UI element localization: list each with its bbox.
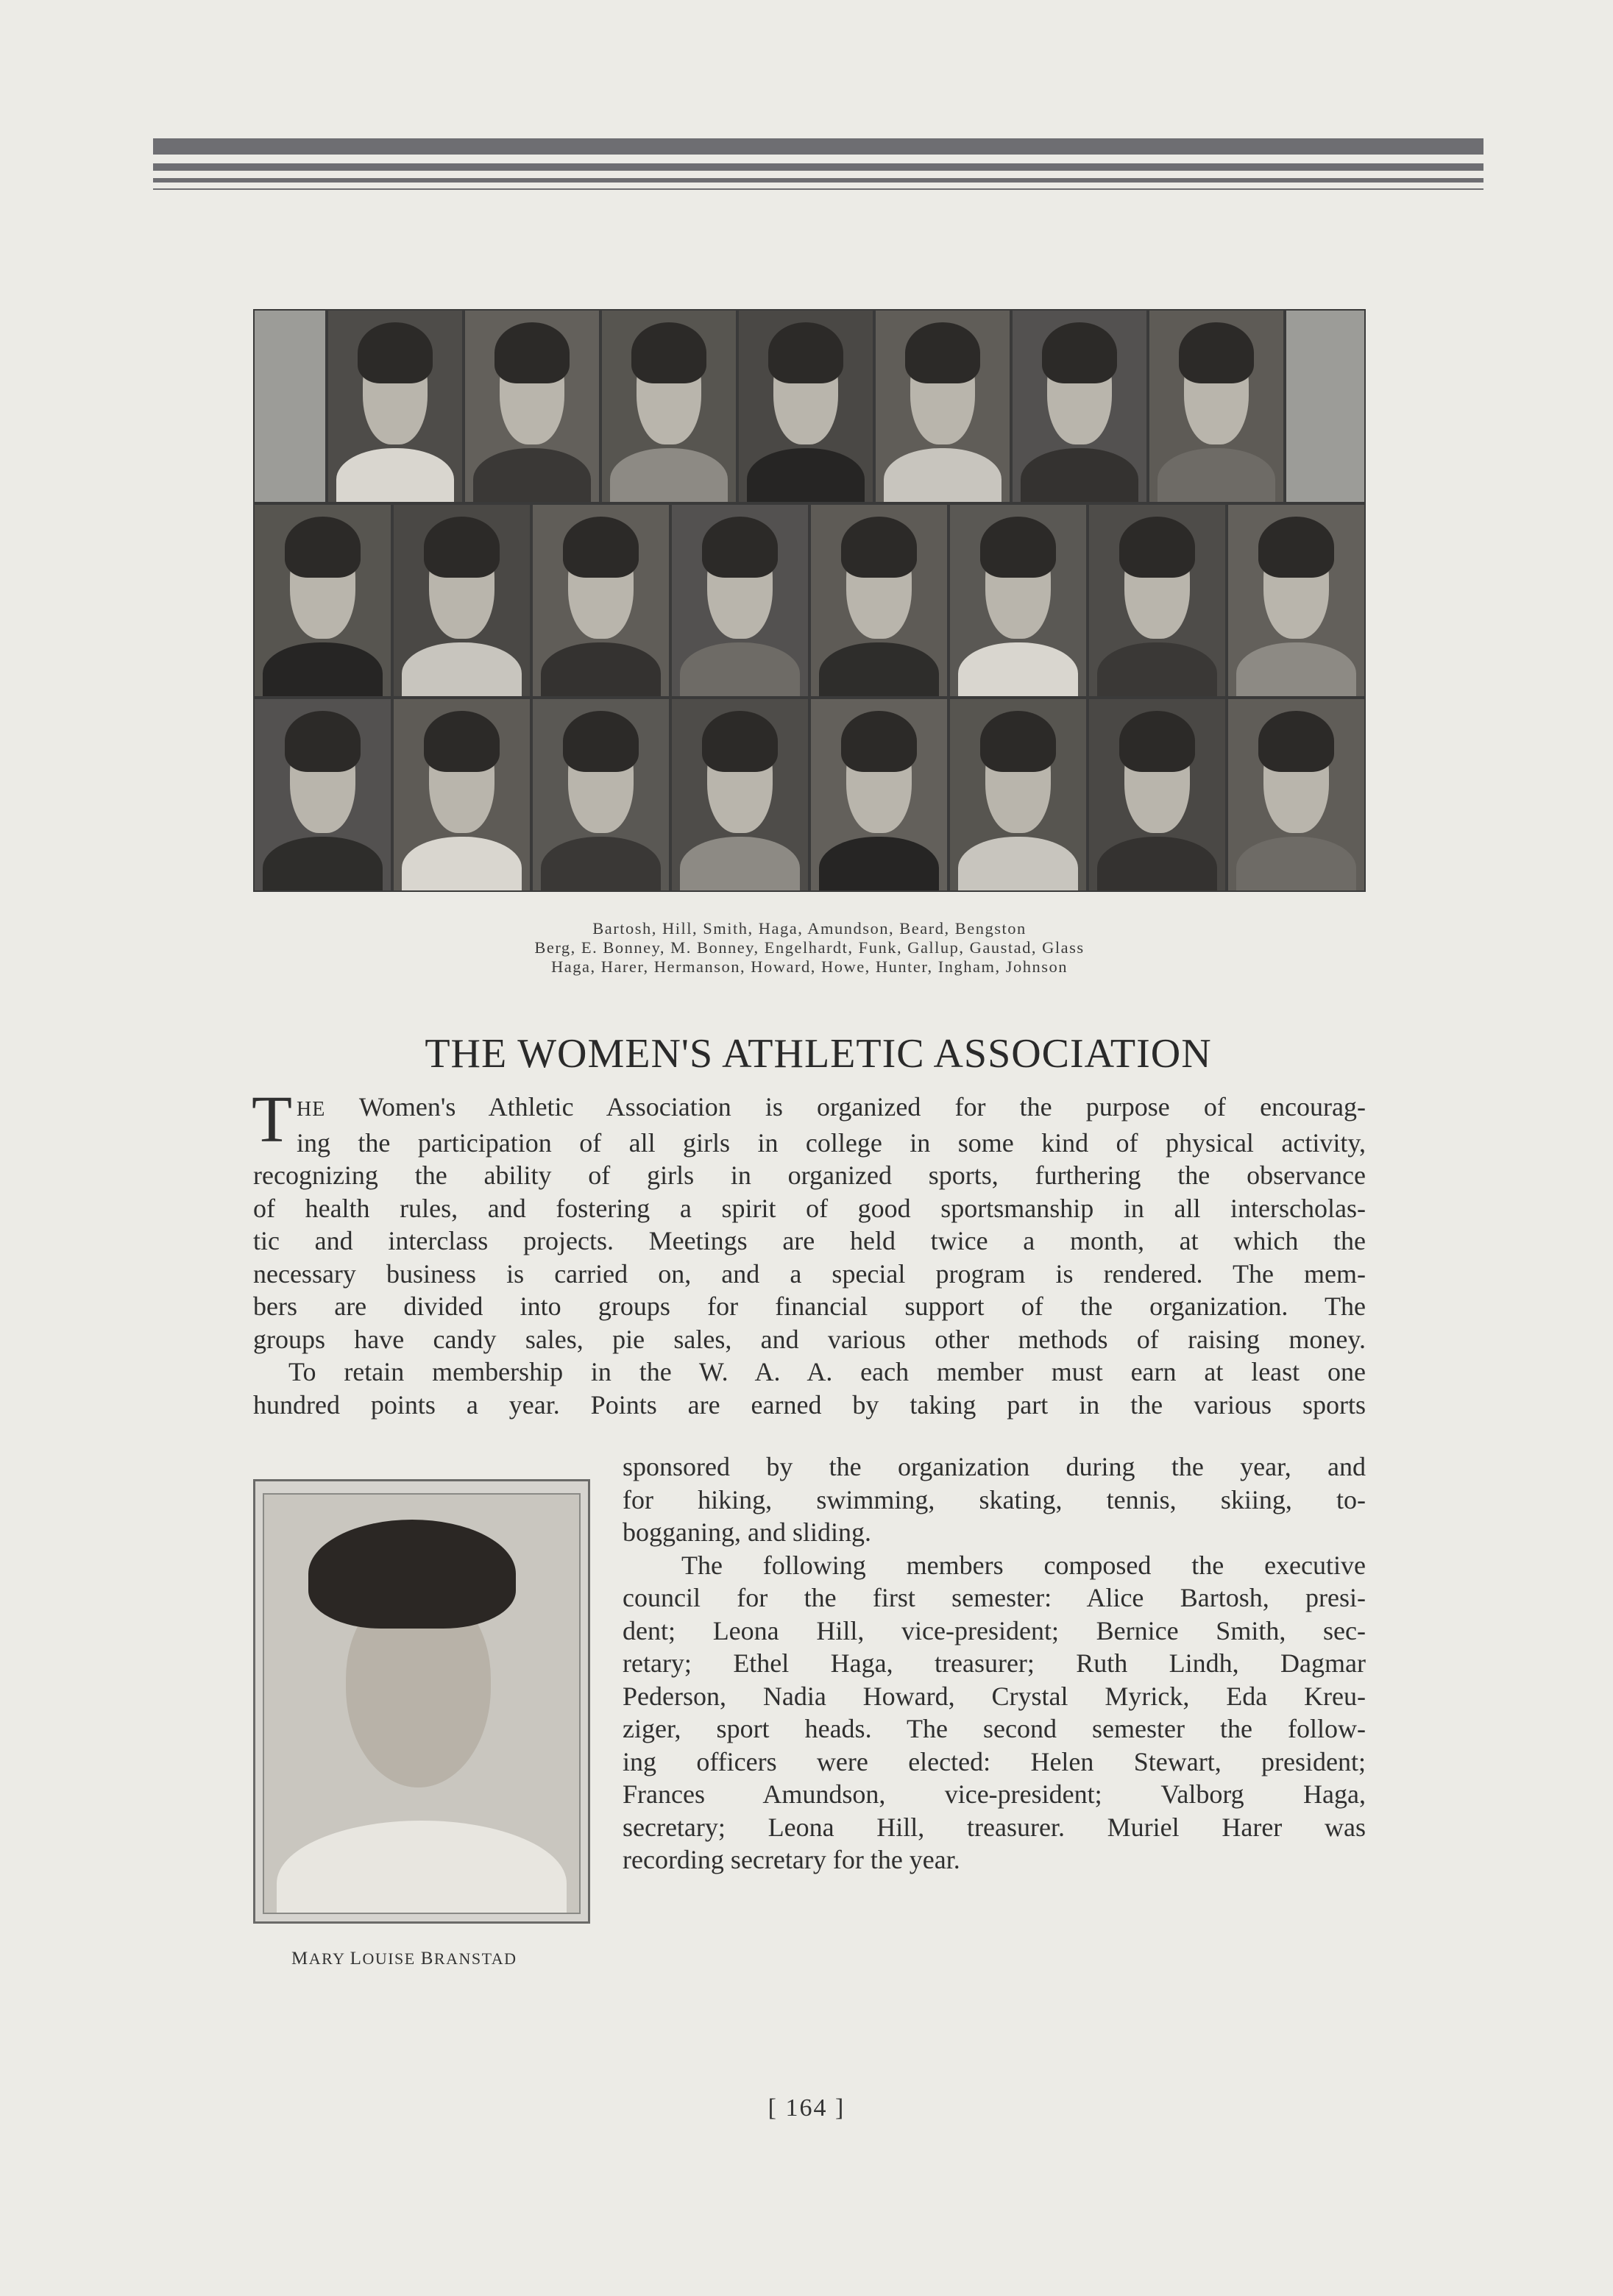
portrait-hair	[702, 517, 779, 578]
portrait-hair	[563, 517, 639, 578]
body-line: ing the participation of all girls in college in some kind of physical activity,	[296, 1127, 1366, 1158]
portrait-clothing	[1097, 642, 1217, 696]
portrait-hair	[1179, 322, 1254, 383]
caption-line: Bartosh, Hill, Smith, Haga, Amundson, Beard, Bengston	[592, 919, 1027, 938]
portrait-hair	[631, 322, 706, 383]
member-portrait	[465, 311, 599, 502]
portrait-hair	[424, 517, 500, 578]
portrait-clothing	[747, 448, 865, 502]
group-photo-grid	[253, 309, 1366, 892]
caption-initial: M	[291, 1949, 309, 1969]
caption-line: Haga, Harer, Hermanson, Howard, Howe, Hunter, Ingham, Johnson	[550, 957, 1068, 976]
photo-filler	[1286, 311, 1364, 502]
member-portrait	[672, 505, 808, 696]
portrait-hair	[905, 322, 980, 383]
body-line: To retain membership in the W. A. A. each member must earn at least one	[288, 1357, 1366, 1386]
portrait-hair	[494, 322, 570, 383]
caption-line: Berg, E. Bonney, M. Bonney, Engelhardt, Funk, Gallup, Gaustad, Glass	[534, 938, 1085, 957]
portrait-hair	[1258, 517, 1335, 578]
portrait-hair	[980, 711, 1057, 772]
member-portrait	[1089, 505, 1225, 696]
photo-row	[253, 309, 1366, 503]
portrait-clothing	[1158, 448, 1275, 502]
portrait-frame	[263, 1493, 581, 1914]
body-line: sponsored by the organization during the year, and	[623, 1452, 1366, 1481]
portrait-clothing	[680, 642, 800, 696]
header-rule-thin	[153, 178, 1483, 183]
small-caps-word: HE	[296, 1098, 326, 1121]
portrait-clothing	[819, 837, 939, 890]
portrait-photo	[253, 1479, 590, 1924]
header-rule-medium	[153, 163, 1483, 171]
caption-initial: L	[350, 1949, 363, 1969]
member-portrait	[1149, 311, 1283, 502]
photo-row	[253, 698, 1366, 892]
portrait-hair	[980, 517, 1057, 578]
page-number: [ 164 ]	[767, 2094, 846, 2122]
portrait-hair	[285, 517, 361, 578]
portrait-shoulders	[277, 1821, 567, 1914]
photo-filler	[255, 311, 325, 502]
portrait-clothing	[541, 837, 661, 890]
body-line: necessary business is carried on, and a special program is rendered. The mem-	[253, 1258, 1366, 1289]
member-portrait	[1089, 699, 1225, 890]
portrait-clothing	[1021, 448, 1138, 502]
page-title: THE WOMEN'S ATHLETIC ASSOCIATION	[425, 1031, 1212, 1077]
photo-caption	[253, 919, 1366, 977]
portrait-hair	[424, 711, 500, 772]
portrait-hair	[1258, 711, 1335, 772]
portrait-hair	[1042, 322, 1117, 383]
body-line: bers are divided into groups for financial support of the organization. The	[253, 1292, 1366, 1321]
body-text-full-width	[252, 1083, 1366, 1421]
portrait-clothing	[263, 837, 383, 890]
portrait-clothing	[819, 642, 939, 696]
header-rule-hairline	[153, 188, 1483, 190]
body-line: retary; Ethel Haga, treasurer; Ruth Lindh, Dagmar	[623, 1648, 1366, 1678]
member-portrait	[1228, 699, 1364, 890]
member-portrait	[950, 505, 1086, 696]
body-line: tic and interclass projects. Meetings are held twice a month, at which the	[253, 1226, 1366, 1255]
portrait-clothing	[541, 642, 661, 696]
member-portrait	[394, 699, 530, 890]
member-portrait	[328, 311, 462, 502]
body-line: for hiking, swimming, skating, tennis, skiing, to-	[623, 1484, 1366, 1514]
portrait-hair	[308, 1520, 516, 1629]
caption-initial: B	[420, 1949, 434, 1969]
portrait-clothing	[884, 448, 1002, 502]
body-line: recording secretary for the year.	[623, 1845, 960, 1874]
caption-small-caps: ARY	[308, 1949, 345, 1968]
portrait-clothing	[610, 448, 728, 502]
member-portrait	[811, 699, 947, 890]
body-line: bogganing, and sliding.	[623, 1517, 871, 1547]
body-line: hundred points a year. Points are earned by taking part in the various sports	[253, 1389, 1366, 1420]
member-portrait	[394, 505, 530, 696]
body-text-narrow-column	[623, 1450, 1366, 1877]
body-line: dent; Leona Hill, vice-president; Bernice Smith, sec-	[623, 1615, 1366, 1645]
portrait-hair	[841, 711, 918, 772]
member-portrait	[1013, 311, 1146, 502]
portrait-clothing	[1097, 837, 1217, 890]
member-portrait	[672, 699, 808, 890]
photo-row	[253, 503, 1366, 698]
member-portrait	[255, 505, 391, 696]
portrait-hair	[563, 711, 639, 772]
portrait-hair	[358, 322, 433, 383]
body-line-text: Women's Athletic Association is organized for the purpose of encourag-	[358, 1092, 1366, 1122]
body-line: ziger, sport heads. The second semester the follow-	[623, 1714, 1366, 1743]
body-line: of health rules, and fostering a spirit of good sportsmanship in all interscholas-	[253, 1193, 1366, 1223]
body-line: The following members composed the executive	[681, 1550, 1366, 1580]
portrait-clothing	[263, 642, 383, 696]
portrait-caption	[291, 1949, 517, 1969]
portrait-clothing	[958, 837, 1078, 890]
drop-cap: T	[252, 1083, 292, 1156]
body-line	[253, 1091, 1366, 1127]
body-line: Frances Amundson, vice-president; Valborg Haga,	[623, 1779, 1366, 1809]
member-portrait	[1228, 505, 1364, 696]
portrait-hair	[768, 322, 843, 383]
caption-small-caps: RANSTAD	[433, 1949, 517, 1968]
portrait-hair	[841, 517, 918, 578]
member-portrait	[876, 311, 1010, 502]
body-line: secretary; Leona Hill, treasurer. Muriel Harer was	[623, 1812, 1366, 1842]
member-portrait	[950, 699, 1086, 890]
member-portrait	[602, 311, 736, 502]
portrait-clothing	[1236, 837, 1356, 890]
portrait-clothing	[402, 642, 522, 696]
portrait-clothing	[336, 448, 454, 502]
portrait-clothing	[958, 642, 1078, 696]
portrait-clothing	[1236, 642, 1356, 696]
portrait-clothing	[402, 837, 522, 890]
portrait-hair	[702, 711, 779, 772]
member-portrait	[255, 699, 391, 890]
portrait-hair	[1119, 711, 1196, 772]
member-portrait	[533, 699, 669, 890]
member-portrait	[811, 505, 947, 696]
header-rule-thick	[153, 138, 1483, 155]
body-line: council for the first semester: Alice Bartosh, presi-	[623, 1583, 1366, 1612]
portrait-hair	[1119, 517, 1196, 578]
portrait-clothing	[680, 837, 800, 890]
portrait-hair	[285, 711, 361, 772]
body-line: groups have candy sales, pie sales, and various other methods of raising money.	[253, 1324, 1366, 1354]
body-line: Pederson, Nadia Howard, Crystal Myrick, Eda Kreu-	[623, 1681, 1366, 1711]
portrait-clothing	[473, 448, 591, 502]
member-portrait	[533, 505, 669, 696]
member-portrait	[739, 311, 873, 502]
body-line: recognizing the ability of girls in organized sports, furthering the observance	[253, 1161, 1366, 1190]
caption-small-caps: OUISE	[362, 1949, 416, 1968]
body-line: ing officers were elected: Helen Stewart, president;	[623, 1746, 1366, 1776]
